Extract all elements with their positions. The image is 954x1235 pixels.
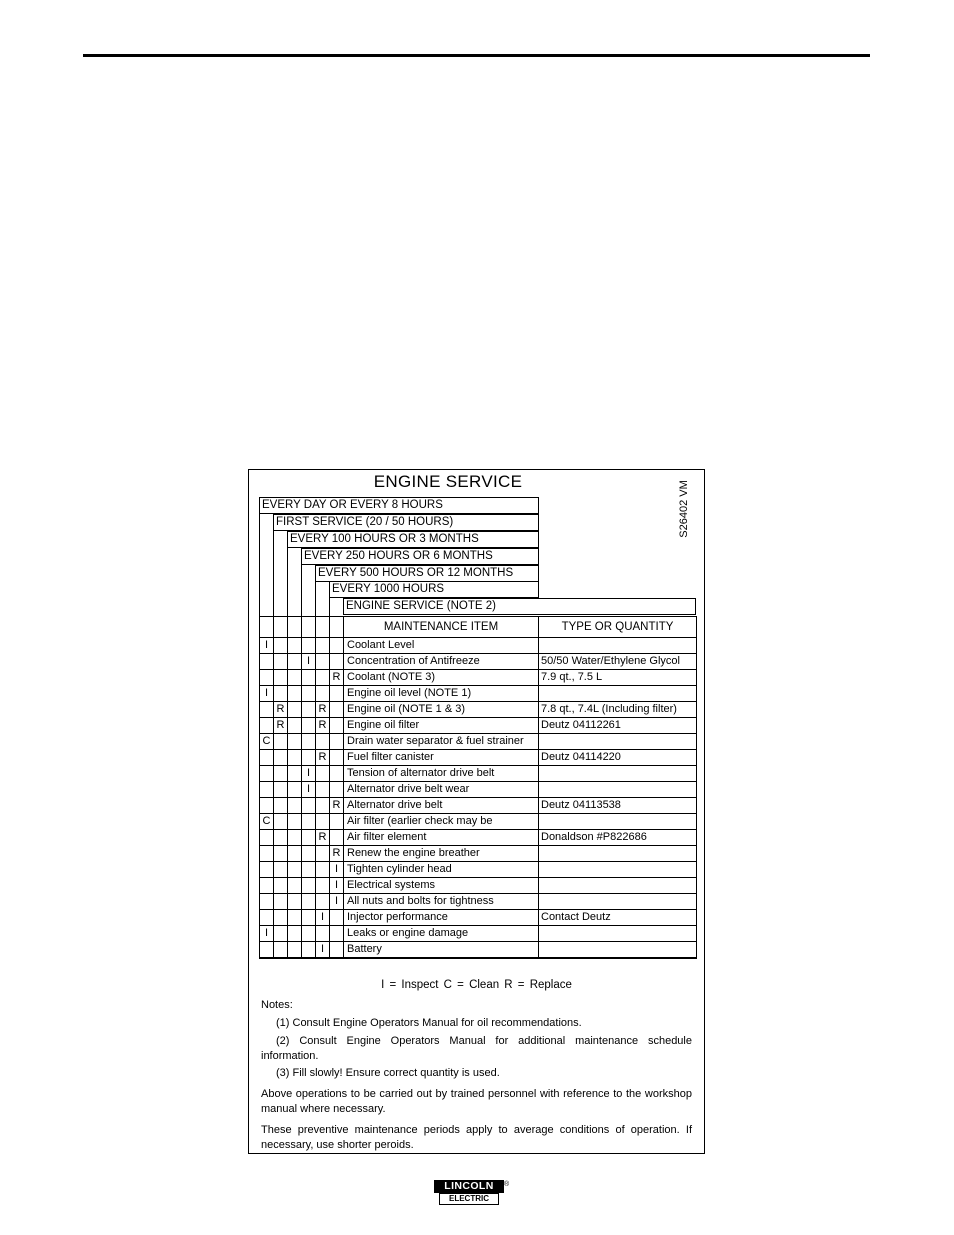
interval-mark-cell: I <box>302 766 316 782</box>
interval-mark-cell: R <box>316 750 330 766</box>
interval-mark-cell <box>274 766 288 782</box>
table-row <box>260 862 697 878</box>
interval-mark-cell <box>274 686 288 702</box>
interval-mark-cell <box>302 942 316 959</box>
document-code <box>670 478 698 540</box>
interval-mark-cell <box>288 814 302 830</box>
type-quantity-cell <box>539 894 697 910</box>
table-row <box>260 846 697 862</box>
header-rule <box>83 54 870 57</box>
interval-mark-cell: I <box>330 878 344 894</box>
interval-mark-cell <box>302 638 316 654</box>
type-quantity-cell <box>539 846 697 862</box>
header-mark-cell <box>330 617 344 638</box>
table-row <box>260 670 697 686</box>
interval-mark-cell <box>302 862 316 878</box>
note-2: (2) Consult Engine Operators Manual for additional maintenance schedule information. <box>261 1035 692 1062</box>
interval-mark-cell <box>330 750 344 766</box>
interval-guide-line <box>301 564 302 617</box>
interval-label-daily: EVERY DAY OR EVERY 8 HOURS <box>259 497 539 514</box>
type-quantity-cell: 7.8 qt., 7.4L (Including filter) <box>539 702 697 718</box>
interval-mark-cell <box>288 750 302 766</box>
interval-mark-cell <box>302 734 316 750</box>
interval-mark-cell <box>274 814 288 830</box>
interval-mark-cell <box>288 670 302 686</box>
interval-mark-cell <box>260 702 274 718</box>
interval-mark-cell <box>260 782 274 798</box>
interval-mark-cell <box>316 766 330 782</box>
interval-mark-cell <box>274 926 288 942</box>
interval-mark-cell <box>288 766 302 782</box>
maintenance-item-cell: Coolant Level <box>344 638 539 654</box>
interval-mark-cell <box>316 686 330 702</box>
interval-mark-cell <box>274 846 288 862</box>
type-quantity-cell: Deutz 04114220 <box>539 750 697 766</box>
maintenance-item-cell: Tension of alternator drive belt <box>344 766 539 782</box>
interval-mark-cell: R <box>274 702 288 718</box>
interval-mark-cell <box>288 718 302 734</box>
type-quantity-cell <box>539 766 697 782</box>
interval-mark-cell <box>302 814 316 830</box>
header-mark-cell <box>260 617 274 638</box>
maintenance-table-body <box>260 617 697 959</box>
interval-mark-cell <box>302 910 316 926</box>
table-row <box>260 734 697 750</box>
interval-mark-cell <box>288 830 302 846</box>
table-row <box>260 926 697 942</box>
interval-mark-cell <box>274 942 288 959</box>
interval-mark-cell <box>288 910 302 926</box>
table-row <box>260 782 697 798</box>
type-quantity-cell <box>539 782 697 798</box>
type-quantity-cell <box>539 942 697 959</box>
interval-mark-cell <box>330 702 344 718</box>
maintenance-item-cell: Concentration of Antifreeze <box>344 654 539 670</box>
type-quantity-cell: Donaldson #P822686 <box>539 830 697 846</box>
interval-mark-cell <box>288 798 302 814</box>
interval-mark-cell <box>274 670 288 686</box>
interval-mark-cell: R <box>316 718 330 734</box>
maintenance-item-cell: Engine oil level (NOTE 1) <box>344 686 539 702</box>
type-quantity-cell: Contact Deutz <box>539 910 697 926</box>
logo-bottom-text: ELECTRIC <box>439 1193 499 1205</box>
interval-mark-cell <box>260 798 274 814</box>
registered-mark: ® <box>504 1181 510 1188</box>
interval-mark-cell <box>274 638 288 654</box>
interval-mark-cell <box>330 910 344 926</box>
legend: I = Inspect C = Clean R = Replace <box>381 979 572 991</box>
interval-mark-cell <box>274 782 288 798</box>
lincoln-electric-logo <box>434 1180 510 1206</box>
interval-mark-cell <box>330 942 344 959</box>
interval-mark-cell <box>316 862 330 878</box>
interval-mark-cell <box>316 782 330 798</box>
document-code-text: S26402 VM <box>678 480 690 538</box>
interval-mark-cell <box>302 830 316 846</box>
interval-mark-cell <box>274 878 288 894</box>
maintenance-table <box>259 616 697 959</box>
table-row <box>260 878 697 894</box>
type-quantity-cell: 7.9 qt., 7.5 L <box>539 670 697 686</box>
note-3: (3) Fill slowly! Ensure correct quantity is used. <box>276 1067 500 1079</box>
interval-mark-cell <box>288 782 302 798</box>
type-quantity-cell <box>539 862 697 878</box>
interval-mark-cell <box>330 638 344 654</box>
type-quantity-cell: 50/50 Water/Ethylene Glycol <box>539 654 697 670</box>
interval-mark-cell <box>288 894 302 910</box>
interval-mark-cell <box>288 734 302 750</box>
table-header-row <box>260 617 697 638</box>
table-row <box>260 894 697 910</box>
interval-mark-cell <box>316 814 330 830</box>
table-row <box>260 702 697 718</box>
interval-mark-cell: R <box>330 846 344 862</box>
maintenance-item-cell: Electrical systems <box>344 878 539 894</box>
interval-mark-cell <box>302 686 316 702</box>
interval-mark-cell <box>330 814 344 830</box>
interval-label-250-hours: EVERY 250 HOURS OR 6 MONTHS <box>301 548 539 565</box>
interval-mark-cell <box>260 766 274 782</box>
interval-mark-cell <box>288 878 302 894</box>
table-row <box>260 910 697 926</box>
interval-mark-cell <box>274 862 288 878</box>
interval-mark-cell <box>288 686 302 702</box>
interval-mark-cell: R <box>330 798 344 814</box>
interval-mark-cell <box>302 670 316 686</box>
interval-mark-cell: I <box>302 782 316 798</box>
interval-mark-cell <box>316 654 330 670</box>
interval-mark-cell <box>260 862 274 878</box>
table-row <box>260 798 697 814</box>
interval-mark-cell <box>330 718 344 734</box>
interval-mark-cell: C <box>260 814 274 830</box>
interval-mark-cell <box>330 686 344 702</box>
interval-label-500-hours: EVERY 500 HOURS OR 12 MONTHS <box>315 565 539 582</box>
interval-mark-cell <box>260 830 274 846</box>
interval-mark-cell: I <box>260 686 274 702</box>
notes-section <box>261 998 692 1153</box>
maintenance-item-cell: Drain water separator & fuel strainer <box>344 734 539 750</box>
interval-mark-cell <box>316 926 330 942</box>
interval-mark-cell <box>274 750 288 766</box>
interval-mark-cell <box>288 638 302 654</box>
engine-service-note-label: ENGINE SERVICE (NOTE 2) <box>343 598 696 615</box>
interval-mark-cell <box>260 942 274 959</box>
type-quantity-cell <box>539 814 697 830</box>
interval-mark-cell <box>260 846 274 862</box>
interval-mark-cell <box>260 894 274 910</box>
interval-mark-cell <box>302 926 316 942</box>
interval-mark-cell <box>302 750 316 766</box>
interval-mark-cell: I <box>260 926 274 942</box>
operations-paragraph: Above operations to be carried out by trained personnel with reference to the workshop manual where necessary. <box>261 1088 692 1115</box>
type-quantity-cell <box>539 878 697 894</box>
interval-mark-cell <box>274 734 288 750</box>
interval-mark-cell <box>302 846 316 862</box>
interval-mark-cell: C <box>260 734 274 750</box>
note-1: (1) Consult Engine Operators Manual for oil recommendations. <box>276 1017 582 1029</box>
table-row <box>260 766 697 782</box>
interval-label-first-service: FIRST SERVICE (20 / 50 HOURS) <box>273 514 539 531</box>
interval-mark-cell <box>288 654 302 670</box>
maintenance-item-header: MAINTENANCE ITEM <box>344 617 539 638</box>
maintenance-item-cell: Engine oil (NOTE 1 & 3) <box>344 702 539 718</box>
interval-mark-cell <box>330 734 344 750</box>
maintenance-item-cell: Alternator drive belt <box>344 798 539 814</box>
table-row <box>260 686 697 702</box>
interval-guide-line <box>273 530 274 617</box>
interval-mark-cell <box>330 766 344 782</box>
header-mark-cell <box>288 617 302 638</box>
interval-mark-cell <box>260 750 274 766</box>
logo-top-text: LINCOLN <box>434 1180 504 1193</box>
table-row <box>260 750 697 766</box>
interval-guide-line <box>259 513 260 617</box>
maintenance-item-cell: Coolant (NOTE 3) <box>344 670 539 686</box>
type-quantity-cell: Deutz 04112261 <box>539 718 697 734</box>
interval-mark-cell <box>274 654 288 670</box>
table-row <box>260 942 697 959</box>
interval-mark-cell <box>260 670 274 686</box>
notes-heading: Notes: <box>261 999 293 1011</box>
table-row <box>260 654 697 670</box>
interval-mark-cell <box>288 942 302 959</box>
interval-mark-cell: I <box>330 894 344 910</box>
interval-mark-cell <box>260 910 274 926</box>
interval-mark-cell <box>274 910 288 926</box>
table-row <box>260 638 697 654</box>
panel-title: ENGINE SERVICE <box>373 472 523 491</box>
interval-mark-cell <box>274 830 288 846</box>
type-quantity-header: TYPE OR QUANTITY <box>539 617 697 638</box>
interval-mark-cell: R <box>316 702 330 718</box>
interval-mark-cell: R <box>330 670 344 686</box>
maintenance-item-cell: Tighten cylinder head <box>344 862 539 878</box>
interval-mark-cell <box>260 654 274 670</box>
header-mark-cell <box>302 617 316 638</box>
interval-mark-cell <box>330 782 344 798</box>
maintenance-item-cell: Battery <box>344 942 539 959</box>
maintenance-item-cell: Leaks or engine damage <box>344 926 539 942</box>
table-row <box>260 814 697 830</box>
interval-mark-cell <box>274 894 288 910</box>
maintenance-item-cell: Renew the engine breather <box>344 846 539 862</box>
interval-mark-cell <box>316 878 330 894</box>
type-quantity-cell <box>539 926 697 942</box>
maintenance-item-cell: Fuel filter canister <box>344 750 539 766</box>
interval-mark-cell: I <box>316 942 330 959</box>
interval-mark-cell <box>316 638 330 654</box>
interval-mark-cell <box>330 654 344 670</box>
interval-mark-cell <box>302 798 316 814</box>
interval-guide-line <box>329 597 330 617</box>
maintenance-item-cell: Engine oil filter <box>344 718 539 734</box>
header-mark-cell <box>274 617 288 638</box>
maintenance-item-cell: Air filter element <box>344 830 539 846</box>
interval-label-100-hours: EVERY 100 HOURS OR 3 MONTHS <box>287 531 539 548</box>
interval-mark-cell <box>274 798 288 814</box>
interval-mark-cell <box>302 718 316 734</box>
type-quantity-cell <box>539 638 697 654</box>
interval-mark-cell <box>316 846 330 862</box>
interval-mark-cell <box>330 926 344 942</box>
interval-mark-cell <box>260 718 274 734</box>
interval-guide-line <box>287 547 288 617</box>
interval-guide-line <box>315 581 316 617</box>
type-quantity-cell <box>539 686 697 702</box>
maintenance-item-cell: Air filter (earlier check may be <box>344 814 539 830</box>
table-row <box>260 830 697 846</box>
interval-mark-cell <box>288 862 302 878</box>
header-mark-cell <box>316 617 330 638</box>
periods-paragraph: These preventive maintenance periods apply to average conditions of operation. If necessary, use shorter peroids. <box>261 1124 692 1151</box>
interval-mark-cell <box>316 894 330 910</box>
interval-mark-cell <box>288 702 302 718</box>
interval-mark-cell <box>302 878 316 894</box>
interval-mark-cell <box>260 878 274 894</box>
interval-mark-cell: I <box>260 638 274 654</box>
interval-mark-cell: I <box>302 654 316 670</box>
maintenance-item-cell: Injector performance <box>344 910 539 926</box>
interval-mark-cell: I <box>330 862 344 878</box>
interval-label-1000-hours: EVERY 1000 HOURS <box>329 581 539 598</box>
interval-mark-cell <box>302 894 316 910</box>
interval-mark-cell <box>316 734 330 750</box>
type-quantity-cell <box>539 734 697 750</box>
interval-mark-cell <box>288 846 302 862</box>
maintenance-item-cell: Alternator drive belt wear <box>344 782 539 798</box>
table-row <box>260 718 697 734</box>
interval-mark-cell: R <box>316 830 330 846</box>
interval-mark-cell <box>330 830 344 846</box>
interval-mark-cell <box>316 798 330 814</box>
interval-mark-cell: R <box>274 718 288 734</box>
interval-mark-cell <box>288 926 302 942</box>
interval-mark-cell: I <box>316 910 330 926</box>
type-quantity-cell: Deutz 04113538 <box>539 798 697 814</box>
interval-mark-cell <box>316 670 330 686</box>
interval-mark-cell <box>302 702 316 718</box>
maintenance-item-cell: All nuts and bolts for tightness <box>344 894 539 910</box>
